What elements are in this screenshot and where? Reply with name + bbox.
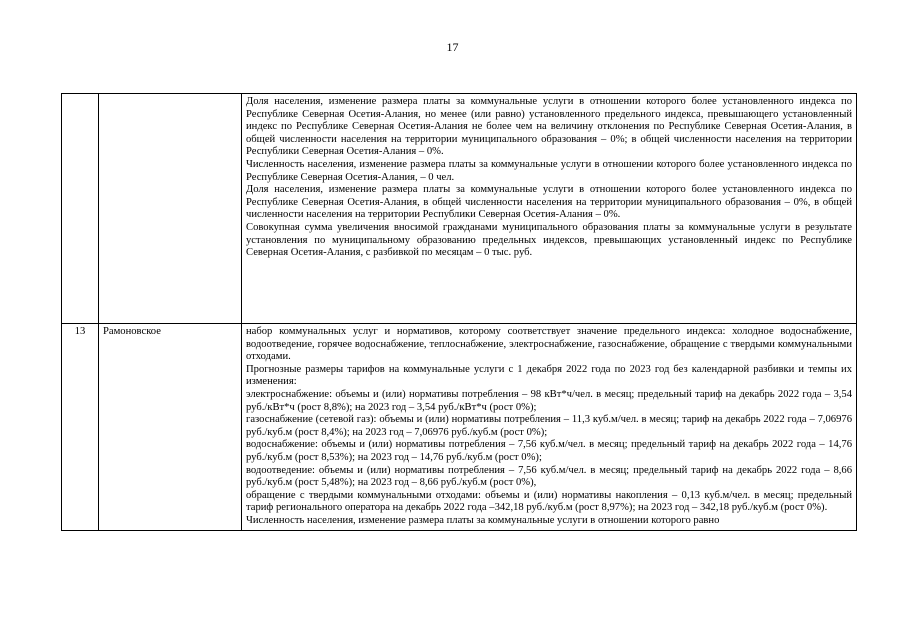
description-cell (242, 94, 857, 324)
paragraph: газоснабжение (сетевой газ): объемы и (или) нормативы потребления – 11,3 куб.м/чел. в месяц; тариф на декабрь 2022 года – 7,06976 руб./куб.м (рост 8,4%); на 2023 год – 7,06976 руб./куб.м (рост 0%); (246, 414, 852, 438)
paragraph: обращение с твердыми коммунальными отходами: объемы и (или) нормативы накопления – 0,13 куб.м/чел. в месяц; предельный тариф регионального оператора на декабрь 2022 года –342,18 руб./куб.м (рост 8,97%); на 2023 год – 342,18 руб./куб.м (рост 0%). (246, 489, 852, 514)
paragraph: электроснабжение: объемы и (или) нормативы потребления – 98 кВт*ч/чел. в месяц; предельный тариф на декабрь 2022 года – 3,54 руб./кВт*ч (рост 8,8%); на 2023 год – 3,54 руб./кВт*ч (рост 0%); (246, 388, 852, 413)
row-number-cell: 13 (62, 324, 99, 531)
municipality-name-cell (99, 94, 242, 324)
paragraph: Доля населения, изменение размера платы за коммунальные услуги в отношении которого более установленного индекса по Республике Северная Осетия-Алания, но менее (или равно) установленного предельного индекса, превышающего установленный индекс по Республике Северная Осетия-Алания не более чем на величину отклонения по Республике Северная Осетия-Алания, в общей численности населения на территории муниципального образования – 0%; в общей численности населения на территории Республики Северная Осетия-Алания – 0%. (246, 96, 852, 158)
description-cell (242, 324, 857, 531)
paragraph: Численность населения, изменение размера платы за коммунальные услуги в отношении которого более установленного индекса по Республике Северная Осетия-Алания, – 0 чел. (246, 158, 852, 183)
table-row (62, 94, 857, 324)
paragraph: водоотведение: объемы и (или) нормативы потребления – 7,56 куб.м/чел. в месяц; предельный тариф на декабрь 2022 года – 8,66 руб./куб.м (рост 5,48%); на 2023 год – 8,66 руб./куб.м (рост 0%), (246, 464, 852, 489)
paragraph: Совокупная сумма увеличения вносимой гражданами муниципального образования платы за коммунальные услуги в результате установления по муниципальному образованию предельных индексов, превышающих установленный индекс по Республике Северная Осетия-Алания, с разбивкой по месяцам – 0 тыс. руб. (246, 221, 852, 259)
paragraph: водоснабжение: объемы и (или) нормативы потребления – 7,56 куб.м/чел. в месяц; предельный тариф на декабрь 2022 года – 14,76 руб./куб.м (рост 8,53%); на 2023 год – 14,76 руб./куб.м (рост 0%); (246, 439, 852, 463)
paragraph: Численность населения, изменение размера платы за коммунальные услуги в отношении которого равно (246, 514, 720, 526)
municipality-name-cell: Рамоновское (99, 324, 242, 531)
table-row (62, 324, 857, 531)
paragraph: Прогнозные размеры тарифов на коммунальные услуги с 1 декабря 2022 года по 2023 год без календарной разбивки и темпы их изменения: (246, 363, 852, 388)
paragraph: Доля населения, изменение размера платы за коммунальные услуги в отношении которого более установленного индекса по Республике Северная Осетия-Алания, в общей численности населения на территории муниципального образования – 0%, в общей численности населения на территории Республики Северная Осетия-Алания – 0%. (246, 184, 852, 221)
page-number: 17 (446, 40, 459, 54)
paragraph: набор коммунальных услуг и нормативов, которому соответствует значение предельного индекса: холодное водоснабжение, водоотведение, горячее водоснабжение, теплоснабжение, электроснабжение, газоснабжение, обращение с твердыми коммунальными отходами. (246, 326, 852, 363)
row-number-cell (62, 94, 99, 324)
tariff-table (61, 93, 857, 531)
